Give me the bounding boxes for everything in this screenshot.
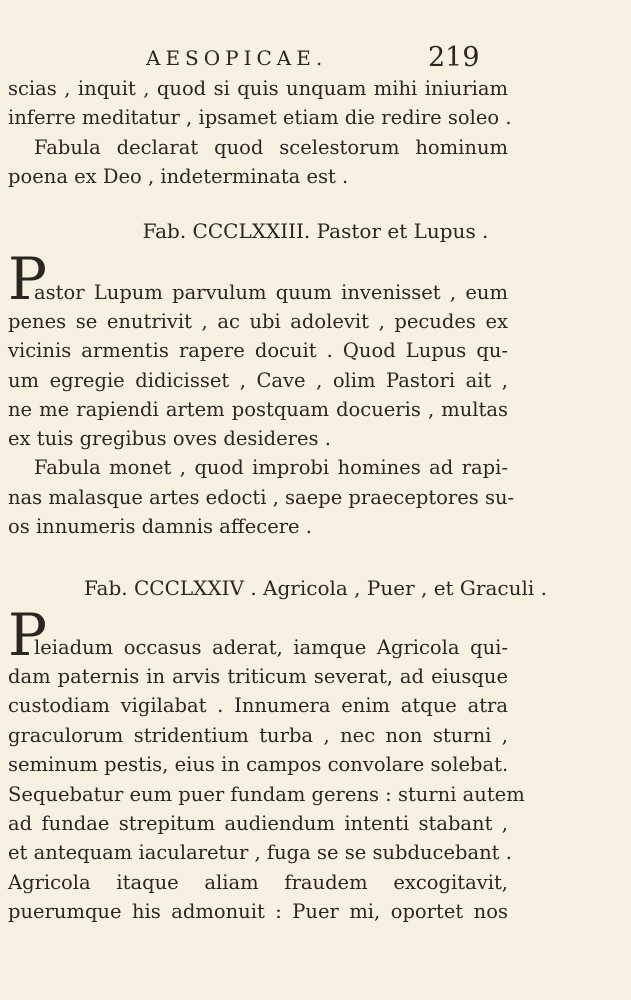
text-line: penes se enutrivit , ac ubi adolevit , pecudes ex bbox=[8, 310, 508, 333]
moral-line: os innumeris damnis affecere . bbox=[8, 515, 312, 538]
running-title: AESOPICAE. bbox=[146, 46, 328, 70]
running-head bbox=[0, 42, 631, 76]
text-line: puerumque his admonuit : Puer mi, oportet nos bbox=[8, 900, 508, 923]
text-line: inferre meditatur , ipsamet etiam die redire soleo . bbox=[8, 106, 512, 129]
text-line: um egregie didicisset , Cave , olim Pastori ait , bbox=[8, 369, 508, 392]
text-line: scias , inquit , quod si quis unquam mihi iniuriam bbox=[8, 77, 508, 100]
moral-line: poena ex Deo , indeterminata est . bbox=[8, 165, 349, 188]
fable-title: Fab. CCCLXXIII. Pastor et Lupus . bbox=[142, 219, 489, 243]
moral-line: Fabula declarat quod scelestorum hominum bbox=[34, 136, 508, 159]
drop-cap: P bbox=[8, 245, 48, 313]
text-line: ex tuis gregibus oves desideres . bbox=[8, 427, 331, 450]
text-line: dam paternis in arvis triticum severat, ad eiusque bbox=[8, 665, 508, 688]
moral-line: Fabula monet , quod improbi homines ad rapi- bbox=[34, 456, 508, 479]
text-line: custodiam vigilabat . Innumera enim atque atra bbox=[8, 694, 508, 717]
moral-line: nas malasque artes edocti , saepe praeceptores su- bbox=[8, 486, 515, 509]
text-line: et antequam iacularetur , fuga se se subducebant . bbox=[8, 841, 512, 864]
text-line: leiadum occasus aderat, iamque Agricola qui- bbox=[34, 636, 508, 659]
text-line: seminum pestis, eius in campos convolare solebat. bbox=[8, 753, 509, 776]
page-number: 219 bbox=[428, 42, 480, 73]
text-line: astor Lupum parvulum quum invenisset , eum bbox=[34, 281, 508, 304]
text-line: vicinis armentis rapere docuit . Quod Lupus qu- bbox=[8, 339, 508, 362]
text-line: ad fundae strepitum audiendum intenti stabant , bbox=[8, 812, 508, 835]
drop-cap: P bbox=[8, 601, 48, 669]
text-line: graculorum stridentium turba , nec non sturni , bbox=[8, 724, 508, 747]
text-line: Sequebatur eum puer fundam gerens : sturni autem bbox=[8, 783, 525, 806]
text-line: ne me rapiendi artem postquam docueris , multas bbox=[8, 398, 508, 421]
text-line: Agricola itaque aliam fraudem excogitavit, bbox=[8, 871, 508, 894]
fable-title: Fab. CCCLXXIV . Agricola , Puer , et Graculi . bbox=[84, 576, 547, 600]
